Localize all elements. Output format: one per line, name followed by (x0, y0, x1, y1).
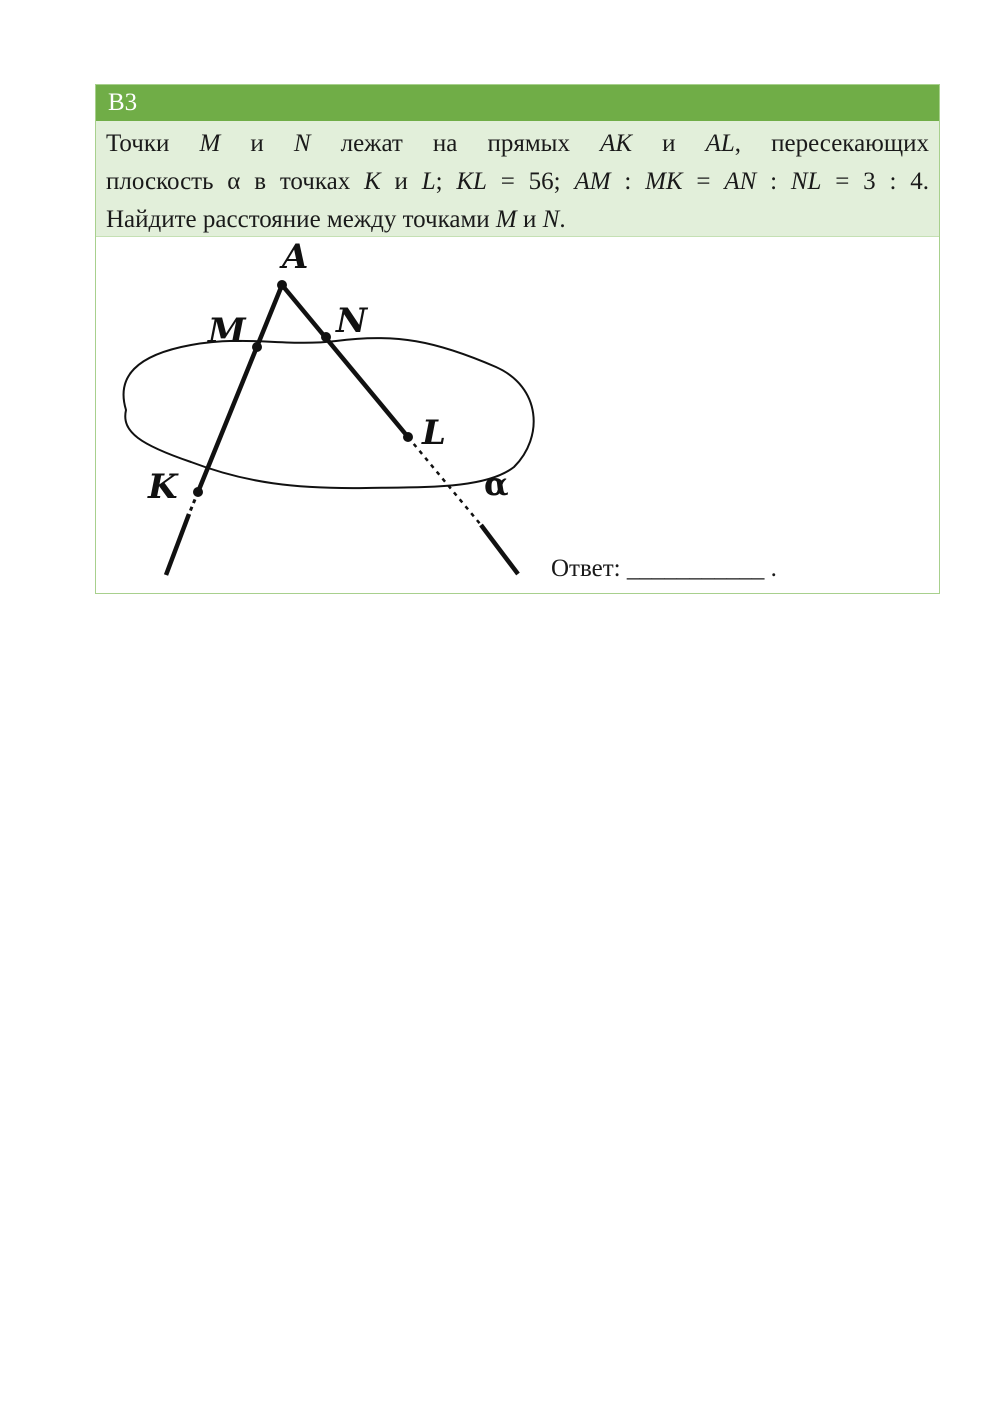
statement-line-2: плоскость α в точках K и L; KL = 56; AM : MK = AN : NL = 3 : 4. (106, 168, 929, 195)
line-ak-lower (166, 514, 189, 575)
label-m: M (208, 311, 246, 351)
point-n-dot (321, 332, 331, 342)
geometry-figure (96, 237, 556, 593)
answer-field[interactable]: Ответ: ___________ . (551, 555, 777, 582)
point-l-dot (403, 432, 413, 442)
point-a-dot (277, 280, 287, 290)
label-alpha: α (484, 465, 509, 503)
label-k: K (148, 467, 178, 507)
point-m-dot (252, 342, 262, 352)
plane-alpha-shape (124, 338, 534, 488)
task-card (95, 84, 940, 594)
label-a: A (282, 237, 309, 277)
statement-line-1: Точки M и N лежат на прямых AK и AL, пересекающих (106, 130, 929, 157)
line-al-lower (481, 525, 518, 574)
point-k-dot (193, 487, 203, 497)
label-l: L (422, 413, 446, 453)
task-statement (96, 121, 939, 237)
label-n: N (336, 301, 368, 341)
task-number: B3 (96, 85, 939, 121)
statement-line-3: Найдите расстояние между точками M и N. (106, 206, 566, 233)
